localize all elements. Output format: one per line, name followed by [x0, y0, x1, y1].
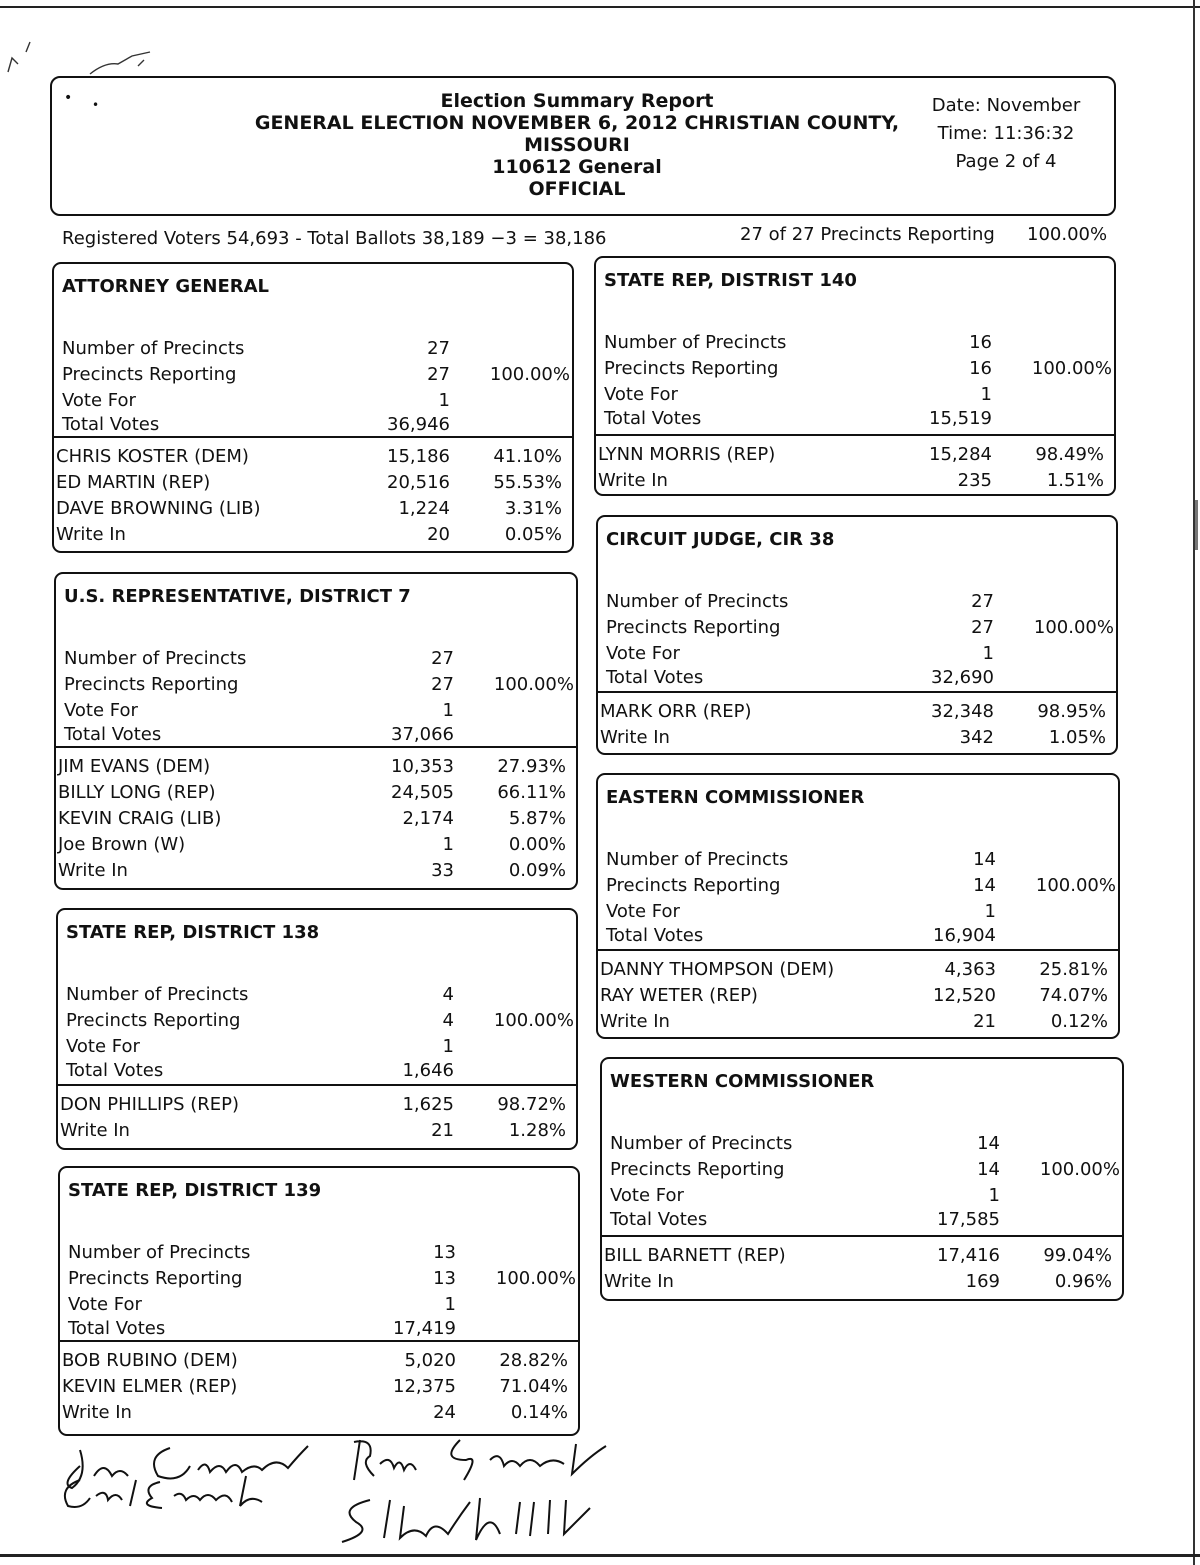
stat-row-vote-for — [62, 390, 572, 416]
race-divider — [58, 1084, 576, 1086]
stat-label: Precincts Reporting — [66, 1010, 241, 1031]
candidate-row — [58, 834, 576, 860]
stat-value: 14 — [973, 875, 996, 896]
candidate-row — [56, 446, 572, 472]
candidate-votes: 33 — [431, 860, 454, 881]
stat-value: 16,904 — [933, 925, 996, 946]
stat-label: Vote For — [606, 901, 680, 922]
precincts-reporting-summary: 27 of 27 Precincts Reporting — [740, 224, 995, 245]
stat-row-reporting — [610, 1159, 1122, 1185]
candidate-row — [600, 959, 1118, 985]
report-subtitle: GENERAL ELECTION NOVEMBER 6, 2012 CHRISTIAN COUNTY, — [254, 112, 900, 134]
candidate-name: Write In — [598, 470, 668, 491]
stat-label: Number of Precincts — [604, 332, 787, 353]
scan-right-edge — [1193, 0, 1195, 1565]
race-panel — [54, 572, 578, 890]
candidate-name: Write In — [600, 727, 670, 748]
stat-percent: 100.00% — [1035, 875, 1116, 896]
stat-row-reporting — [606, 617, 1116, 643]
stat-row-num-precincts — [68, 1242, 578, 1268]
candidate-votes: 1 — [442, 834, 454, 855]
stat-percent: 100.00% — [495, 1268, 576, 1289]
candidate-name: MARK ORR (REP) — [600, 701, 752, 722]
stat-value: 27 — [427, 338, 450, 359]
candidate-row — [58, 782, 576, 808]
race-title: STATE REP, DISTRIST 140 — [604, 270, 857, 291]
stat-percent: 100.00% — [1033, 617, 1114, 638]
candidate-name: Joe Brown (W) — [58, 834, 186, 855]
stat-percent: 100.00% — [1039, 1159, 1120, 1180]
stat-value: 16 — [969, 358, 992, 379]
stat-label: Precincts Reporting — [606, 875, 781, 896]
stat-value: 1 — [980, 384, 992, 405]
race-divider — [598, 691, 1116, 693]
stat-value: 1 — [982, 643, 994, 664]
stat-row-reporting — [64, 674, 576, 700]
stat-value: 27 — [971, 617, 994, 638]
candidate-row — [604, 1245, 1122, 1271]
candidate-name: JIM EVANS (DEM) — [58, 756, 211, 777]
candidate-row — [56, 524, 572, 550]
stat-label: Vote For — [68, 1294, 142, 1315]
stat-label: Vote For — [66, 1036, 140, 1057]
report-time: Time: 11:36:32 — [937, 123, 1075, 144]
stat-row-num-precincts — [66, 984, 576, 1010]
race-panel — [596, 515, 1118, 755]
candidate-row — [58, 860, 576, 886]
race-divider — [602, 1235, 1122, 1237]
race-panel — [596, 773, 1120, 1039]
page-number: Page 2 of 4 — [955, 151, 1057, 172]
stat-value: 4 — [442, 984, 454, 1005]
race-title: EASTERN COMMISSIONER — [606, 787, 865, 808]
stat-label: Precincts Reporting — [64, 674, 239, 695]
candidate-percent: 1.28% — [508, 1120, 566, 1141]
stat-value: 1 — [442, 700, 454, 721]
stat-row-vote-for — [610, 1185, 1122, 1211]
candidate-row — [598, 470, 1114, 496]
candidate-name: Write In — [600, 1011, 670, 1032]
stat-row-vote-for — [64, 700, 576, 726]
candidate-name: ED MARTIN (REP) — [56, 472, 211, 493]
candidate-row — [600, 1011, 1118, 1037]
stat-label: Total Votes — [610, 1209, 708, 1230]
stat-value: 1 — [442, 1036, 454, 1057]
stat-value: 14 — [977, 1133, 1000, 1154]
candidate-row — [60, 1120, 576, 1146]
candidate-percent: 98.95% — [1037, 701, 1106, 722]
report-header — [50, 76, 1116, 216]
candidate-row — [600, 701, 1116, 727]
stat-percent: 100.00% — [489, 364, 570, 385]
stat-row-num-precincts — [606, 849, 1118, 875]
stat-value: 32,690 — [931, 667, 994, 688]
candidate-row — [600, 727, 1116, 753]
candidate-votes: 15,186 — [387, 446, 450, 467]
dot-icon: • — [92, 98, 100, 112]
stat-label: Vote For — [606, 643, 680, 664]
candidate-percent: 98.49% — [1035, 444, 1104, 465]
stat-value: 1 — [984, 901, 996, 922]
stat-value: 1 — [988, 1185, 1000, 1206]
stat-row-total-votes — [606, 925, 1118, 951]
race-divider — [598, 949, 1118, 951]
stat-label: Precincts Reporting — [62, 364, 237, 385]
candidate-percent: 1.05% — [1048, 727, 1106, 748]
candidate-percent: 28.82% — [499, 1350, 568, 1371]
candidate-name: Write In — [62, 1402, 132, 1423]
candidate-percent: 74.07% — [1039, 985, 1108, 1006]
candidate-votes: 15,284 — [929, 444, 992, 465]
stat-value: 36,946 — [387, 414, 450, 435]
candidate-percent: 55.53% — [493, 472, 562, 493]
stat-label: Total Votes — [604, 408, 702, 429]
stat-row-vote-for — [606, 901, 1118, 927]
stat-row-num-precincts — [64, 648, 576, 674]
scan-top-edge — [0, 6, 1200, 8]
candidate-percent: 5.87% — [508, 808, 566, 829]
candidate-percent: 0.05% — [504, 524, 562, 545]
stat-percent: 100.00% — [493, 674, 574, 695]
race-title: U.S. REPRESENTATIVE, DISTRICT 7 — [64, 586, 411, 607]
race-title: STATE REP, DISTRICT 139 — [68, 1180, 322, 1201]
candidate-percent: 0.96% — [1054, 1271, 1112, 1292]
stat-value: 13 — [433, 1242, 456, 1263]
stat-label: Number of Precincts — [62, 338, 245, 359]
report-title: Election Summary Report — [440, 90, 714, 112]
stat-label: Precincts Reporting — [604, 358, 779, 379]
candidate-votes: 21 — [431, 1120, 454, 1141]
candidate-votes: 342 — [959, 727, 994, 748]
candidate-percent: 3.31% — [504, 498, 562, 519]
candidate-votes: 2,174 — [402, 808, 454, 829]
candidate-name: BILLY LONG (REP) — [58, 782, 216, 803]
candidate-percent: 27.93% — [497, 756, 566, 777]
stat-row-num-precincts — [604, 332, 1114, 358]
race-divider — [60, 1340, 578, 1342]
candidate-row — [56, 472, 572, 498]
candidate-row — [600, 985, 1118, 1011]
candidate-row — [598, 444, 1114, 470]
stat-label: Number of Precincts — [606, 591, 789, 612]
race-divider — [54, 436, 572, 438]
stat-percent: 100.00% — [1031, 358, 1112, 379]
report-status: OFFICIAL — [528, 178, 626, 200]
precincts-reporting-pct: 100.00% — [1027, 224, 1108, 245]
candidate-name: BILL BARNETT (REP) — [604, 1245, 786, 1266]
candidate-name: DANNY THOMPSON (DEM) — [600, 959, 835, 980]
stat-row-total-votes — [66, 1060, 576, 1086]
candidate-name: BOB RUBINO (DEM) — [62, 1350, 238, 1371]
candidate-votes: 12,520 — [933, 985, 996, 1006]
race-title: STATE REP, DISTRICT 138 — [66, 922, 320, 943]
report-subtitle: MISSOURI — [524, 134, 630, 156]
race-panel — [52, 262, 574, 553]
stat-row-vote-for — [606, 643, 1116, 669]
stat-label: Precincts Reporting — [610, 1159, 785, 1180]
scan-bottom-edge — [0, 1554, 1200, 1557]
stat-label: Precincts Reporting — [606, 617, 781, 638]
stat-value: 16 — [969, 332, 992, 353]
candidate-name: CHRIS KOSTER (DEM) — [56, 446, 249, 467]
stat-row-reporting — [604, 358, 1114, 384]
stat-label: Vote For — [62, 390, 136, 411]
candidate-votes: 20 — [427, 524, 450, 545]
pen-scribble-icon — [0, 30, 170, 80]
race-divider — [56, 746, 576, 748]
candidate-row — [604, 1271, 1122, 1297]
report-meta — [906, 92, 1106, 176]
candidate-votes: 1,625 — [402, 1094, 454, 1115]
registered-voters: Registered Voters 54,693 - Total Ballots 38,189 −3 = 38,186 — [62, 228, 607, 249]
candidate-name: KEVIN ELMER (REP) — [62, 1376, 238, 1397]
signature-3 — [340, 1430, 620, 1490]
stat-value: 27 — [431, 648, 454, 669]
stat-value: 17,585 — [937, 1209, 1000, 1230]
stat-label: Total Votes — [64, 724, 162, 745]
candidate-name: KEVIN CRAIG (LIB) — [58, 808, 222, 829]
candidate-percent: 41.10% — [493, 446, 562, 467]
stat-value: 37,066 — [391, 724, 454, 745]
stat-value: 1 — [438, 390, 450, 411]
candidate-votes: 235 — [957, 470, 992, 491]
candidate-name: Write In — [58, 860, 128, 881]
stat-value: 1 — [444, 1294, 456, 1315]
candidate-percent: 1.51% — [1046, 470, 1104, 491]
race-panel — [594, 256, 1116, 496]
stat-value: 4 — [442, 1010, 454, 1031]
candidate-votes: 17,416 — [937, 1245, 1000, 1266]
candidate-name: DON PHILLIPS (REP) — [60, 1094, 240, 1115]
candidate-row — [62, 1376, 578, 1402]
candidate-votes: 20,516 — [387, 472, 450, 493]
candidate-votes: 24 — [433, 1402, 456, 1423]
candidate-name: Write In — [56, 524, 126, 545]
stat-value: 13 — [433, 1268, 456, 1289]
signature-4 — [330, 1488, 630, 1548]
candidate-votes: 21 — [973, 1011, 996, 1032]
candidate-name: Write In — [60, 1120, 130, 1141]
candidate-row — [60, 1094, 576, 1120]
candidate-votes: 169 — [965, 1271, 1000, 1292]
stat-value: 27 — [971, 591, 994, 612]
stat-value: 1,646 — [402, 1060, 454, 1081]
stat-label: Vote For — [604, 384, 678, 405]
candidate-percent: 99.04% — [1043, 1245, 1112, 1266]
candidate-votes: 10,353 — [391, 756, 454, 777]
candidate-name: RAY WETER (REP) — [600, 985, 758, 1006]
candidate-name: LYNN MORRIS (REP) — [598, 444, 776, 465]
stat-row-vote-for — [66, 1036, 576, 1062]
stat-row-num-precincts — [62, 338, 572, 364]
stat-label: Number of Precincts — [606, 849, 789, 870]
race-title: CIRCUIT JUDGE, CIR 38 — [606, 529, 835, 550]
stat-row-reporting — [606, 875, 1118, 901]
stat-value: 15,519 — [929, 408, 992, 429]
candidate-percent: 66.11% — [497, 782, 566, 803]
candidate-row — [58, 808, 576, 834]
stat-row-vote-for — [68, 1294, 578, 1320]
candidate-row — [62, 1402, 578, 1428]
stat-label: Total Votes — [606, 667, 704, 688]
stat-row-reporting — [68, 1268, 578, 1294]
stat-value: 17,419 — [393, 1318, 456, 1339]
stat-label: Total Votes — [68, 1318, 166, 1339]
stat-label: Precincts Reporting — [68, 1268, 243, 1289]
candidate-votes: 5,020 — [404, 1350, 456, 1371]
stat-row-total-votes — [610, 1209, 1122, 1235]
race-title: ATTORNEY GENERAL — [62, 276, 270, 297]
dot-icon: • — [64, 90, 73, 106]
signature-2 — [50, 1466, 300, 1516]
stat-row-num-precincts — [606, 591, 1116, 617]
race-title: WESTERN COMMISSIONER — [610, 1071, 875, 1092]
stat-row-total-votes — [606, 667, 1116, 693]
stat-label: Number of Precincts — [610, 1133, 793, 1154]
stat-row-num-precincts — [610, 1133, 1122, 1159]
stat-label: Vote For — [64, 700, 138, 721]
candidate-percent: 0.09% — [508, 860, 566, 881]
candidate-votes: 1,224 — [398, 498, 450, 519]
stat-value: 27 — [427, 364, 450, 385]
candidate-percent: 71.04% — [499, 1376, 568, 1397]
candidate-votes: 12,375 — [393, 1376, 456, 1397]
report-date: Date: November — [931, 95, 1081, 116]
candidate-votes: 32,348 — [931, 701, 994, 722]
stat-row-total-votes — [604, 408, 1114, 434]
candidate-percent: 0.00% — [508, 834, 566, 855]
stat-value: 14 — [977, 1159, 1000, 1180]
scan-margin-mark — [1195, 500, 1198, 550]
stat-label: Number of Precincts — [66, 984, 249, 1005]
stat-label: Total Votes — [62, 414, 160, 435]
race-divider — [596, 434, 1114, 436]
candidate-votes: 4,363 — [944, 959, 996, 980]
report-code: 110612 General — [492, 156, 662, 178]
stat-label: Vote For — [610, 1185, 684, 1206]
stat-value: 27 — [431, 674, 454, 695]
candidate-percent: 98.72% — [497, 1094, 566, 1115]
stat-row-reporting — [66, 1010, 576, 1036]
report-title-block — [222, 90, 932, 200]
stat-label: Total Votes — [606, 925, 704, 946]
stat-value: 14 — [973, 849, 996, 870]
stat-label: Number of Precincts — [68, 1242, 251, 1263]
candidate-votes: 24,505 — [391, 782, 454, 803]
candidate-name: DAVE BROWNING (LIB) — [56, 498, 261, 519]
stat-percent: 100.00% — [493, 1010, 574, 1031]
stat-row-reporting — [62, 364, 572, 390]
candidate-row — [58, 756, 576, 782]
candidate-percent: 25.81% — [1039, 959, 1108, 980]
race-panel — [56, 908, 578, 1150]
candidate-percent: 0.14% — [510, 1402, 568, 1423]
candidate-name: Write In — [604, 1271, 674, 1292]
race-panel — [600, 1057, 1124, 1301]
candidate-row — [62, 1350, 578, 1376]
stat-label: Total Votes — [66, 1060, 164, 1081]
candidate-row — [56, 498, 572, 524]
stat-label: Number of Precincts — [64, 648, 247, 669]
race-panel — [58, 1166, 580, 1436]
stat-row-vote-for — [604, 384, 1114, 410]
candidate-percent: 0.12% — [1050, 1011, 1108, 1032]
